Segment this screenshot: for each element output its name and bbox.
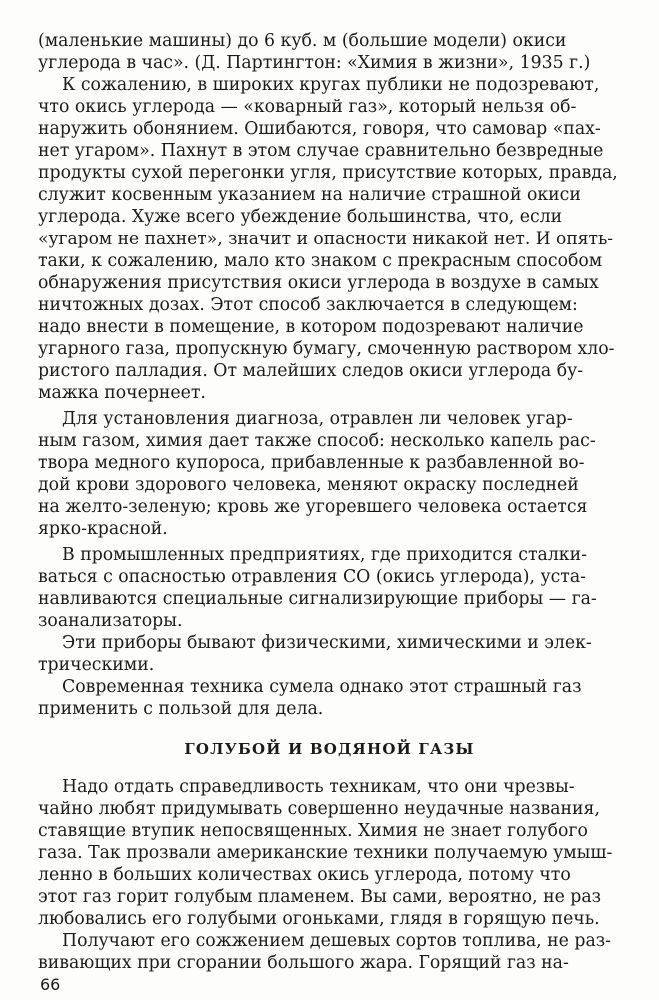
- text-line: Надо отдать справедливость техникам, что они чрезвы-: [62, 777, 575, 797]
- text-line: ристого палладия. От малейших следов окиси углерода бу-: [38, 361, 584, 381]
- text-line: углерода. Хуже всего убеждение большинства, что, если: [38, 207, 563, 227]
- text-line: служит косвенным указанием на наличие страшной окиси: [38, 185, 581, 205]
- text-line: «угаром не пахнет», значит и опасности никакой нет. И опять-: [38, 229, 614, 249]
- text-line: чайно любят придумывать совершенно неудачные названия,: [38, 799, 600, 819]
- text-line: ставящие втупик непосвященных. Химия не знает голубого: [38, 821, 588, 841]
- text-line: ленно в больших количествах окись углерода, потому что: [38, 865, 571, 885]
- text-line: угарного газа, пропускную бумагу, смоченную раствором хло-: [38, 339, 615, 359]
- section-heading: ГОЛУБОЙ И ВОДЯНОЙ ГАЗЫ: [184, 740, 475, 758]
- text-line: Современная техника сумела однако этот страшный газ: [62, 677, 582, 697]
- text-line: В промышленных предприятиях, где приходится сталки-: [62, 545, 587, 565]
- text-line: наружить обонянием. Ошибаются, говоря, что самовар «пах-: [38, 119, 601, 139]
- text-line: Получают его сожжением дешевых сортов топлива, не раз-: [62, 931, 612, 951]
- text-line: обнаружения присутствия окиси углерода в воздухе в самых: [38, 273, 599, 293]
- text-line: навливаются специальные сигнализирующие приборы — га-: [38, 589, 597, 609]
- text-line: на желто-зеленую; кровь же угоревшего человека остается: [38, 497, 588, 517]
- text-line: углерода в час». (Д. Партингтон: «Химия в жизни», 1935 г.): [38, 53, 591, 73]
- text-line: что окись углерода — «коварный газ», который нельзя об-: [38, 97, 577, 117]
- text-line: вивающих при сгорании большого жара. Горящий газ на-: [38, 953, 569, 973]
- text-line: продукты сухой перегонки угля, присутствие которых, правда,: [38, 163, 618, 183]
- text-line: К сожалению, в широких кругах публики не подозревают,: [62, 75, 600, 95]
- text-line: применить с пользой для дела.: [38, 699, 324, 719]
- text-line: ным газом, химия дает также способ: несколько капель рас-: [38, 431, 596, 451]
- text-line: Эти приборы бывают физическими, химическими и элек-: [62, 633, 592, 653]
- text-line: надо внести в помещение, в котором подозревают наличие: [38, 317, 584, 337]
- text-line: нет угаром». Пахнут в этом случае сравнительно безвредные: [38, 141, 604, 161]
- text-line: (маленькие машины) до 6 куб. м (большие модели) окиси: [38, 31, 567, 51]
- text-line: мажка почернеет.: [38, 383, 206, 403]
- text-line: твора медного купороса, прибавленные к разбавленной во-: [38, 453, 585, 473]
- text-line: зоанализаторы.: [38, 611, 183, 631]
- text-line: ничтожных дозах. Этот способ заключается в следующем:: [38, 295, 578, 315]
- text-line: трическими.: [38, 655, 155, 675]
- text-line: ярко-красной.: [38, 519, 168, 539]
- text-line: ваться с опасностью отравления CO (окись углерода), уста-: [38, 567, 586, 587]
- text-line: таки, к сожалению, мало кто знаком с прекрасным способом: [38, 251, 603, 271]
- text-line: Для установления диагноза, отравлен ли человек угар-: [62, 409, 573, 429]
- text-line: дой крови здорового человека, меняют окраску последней: [38, 475, 579, 495]
- text-line: газа. Так прозвали американские техники получаемую умыш-: [38, 843, 613, 863]
- page-number: 66: [40, 975, 61, 994]
- text-line: этот газ горит голубым пламенем. Вы сами, вероятно, не раз: [38, 887, 602, 907]
- text-line: любовались его голубыми огоньками, глядя в горящую печь.: [38, 909, 600, 929]
